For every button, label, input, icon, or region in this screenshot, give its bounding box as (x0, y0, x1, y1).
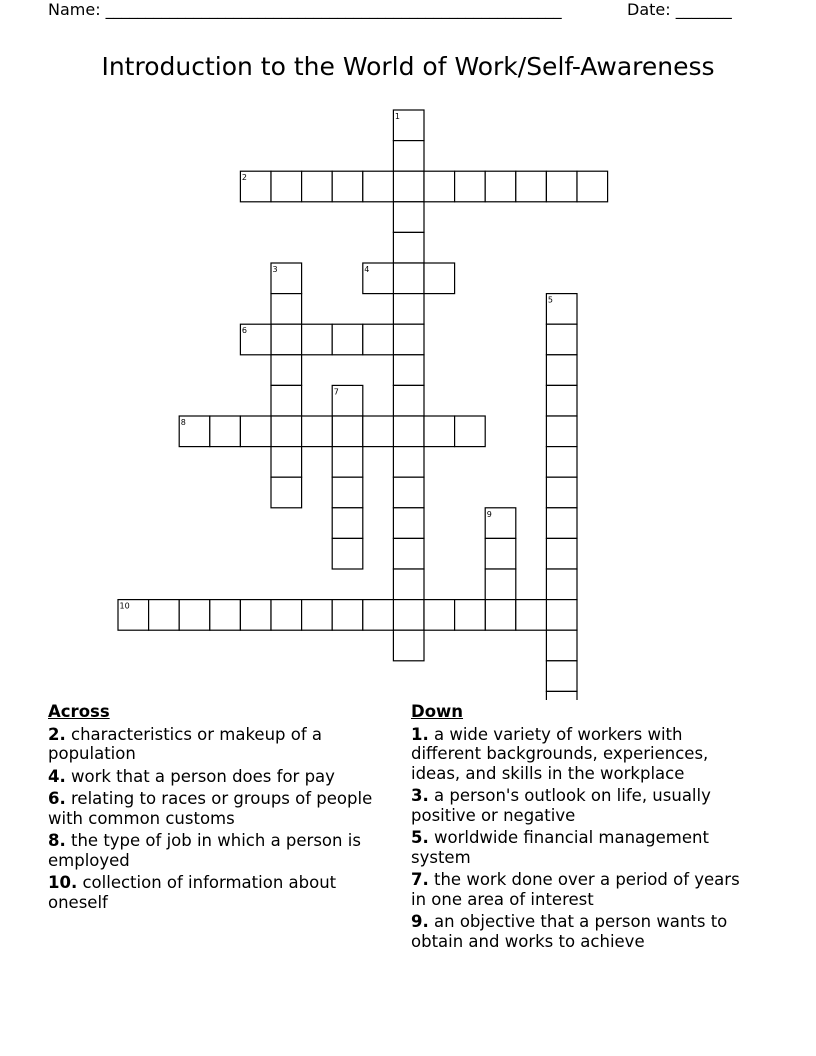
grid-cell[interactable] (424, 263, 455, 294)
grid-cell[interactable] (393, 232, 424, 263)
grid-cell[interactable] (332, 447, 363, 478)
clue-text: relating to races or groups of people with common customs (48, 789, 373, 828)
clue-number: 6. (48, 789, 66, 808)
down-clue (411, 870, 751, 909)
grid-cell[interactable] (546, 538, 577, 569)
clue-number: 4. (48, 766, 66, 786)
grid-cell[interactable] (271, 355, 302, 386)
grid-cell[interactable] (546, 569, 577, 600)
grid-cell[interactable] (516, 600, 547, 631)
grid-cell[interactable] (210, 600, 241, 631)
across-clue (48, 789, 383, 828)
grid-cell[interactable] (546, 385, 577, 416)
grid-cell[interactable] (271, 600, 302, 631)
across-clue (48, 873, 383, 912)
grid-cell[interactable] (546, 477, 577, 508)
clue-text: characteristics or makeup of a population (48, 724, 323, 763)
clue-text: an objective that a person wants to obtain and works to achieve (411, 912, 728, 951)
grid-cell[interactable] (485, 569, 516, 600)
grid-cell[interactable] (271, 324, 302, 355)
grid-cell[interactable] (332, 508, 363, 539)
name-field[interactable]: Name: _________________________________________________________ (48, 0, 562, 19)
grid-cell[interactable] (393, 538, 424, 569)
grid-cell[interactable] (271, 477, 302, 508)
grid-cell[interactable] (485, 538, 516, 569)
grid-cell[interactable] (271, 447, 302, 478)
grid-cell[interactable] (393, 171, 424, 202)
down-clue (411, 725, 751, 784)
grid-cell[interactable] (332, 477, 363, 508)
clue-number-label: 9 (486, 509, 492, 519)
grid-cell[interactable] (240, 600, 271, 631)
clue-number-label: 8 (180, 418, 186, 427)
clue-text: collection of information about oneself (48, 873, 337, 912)
across-clue (48, 831, 383, 870)
grid-cell[interactable] (393, 385, 424, 416)
down-heading: Down (411, 702, 464, 721)
clue-number: 3. (411, 786, 429, 805)
date-field[interactable]: Date: _______ (627, 0, 732, 19)
grid-cell[interactable] (302, 324, 333, 355)
grid-cell[interactable] (271, 294, 302, 325)
clue-text: a wide variety of workers with different backgrounds, experiences, ideas, and skills in the workplace (411, 724, 709, 783)
grid-cell[interactable] (393, 416, 424, 447)
clue-number-label: 10 (119, 601, 130, 611)
page-title: Introduction to the World of Work/Self-Awareness (101, 52, 715, 81)
grid-cell[interactable] (210, 416, 241, 447)
clue-number: 8. (48, 831, 66, 850)
clue-number-label: 3 (272, 265, 278, 274)
clue-number-label: 1 (394, 112, 400, 121)
grid-cell[interactable] (393, 569, 424, 600)
across-clue (48, 725, 383, 764)
grid-cell[interactable] (546, 508, 577, 539)
across-clue (48, 767, 383, 787)
grid-cell[interactable] (455, 416, 486, 447)
grid-cell[interactable] (516, 171, 547, 202)
grid-cell[interactable] (424, 171, 455, 202)
grid-cell[interactable] (179, 600, 210, 631)
grid-cell[interactable] (546, 416, 577, 447)
clue-number-label: 4 (364, 265, 370, 274)
grid-cell[interactable] (546, 600, 577, 631)
grid-cell[interactable] (271, 385, 302, 416)
grid-cell[interactable] (393, 630, 424, 661)
down-clue (411, 828, 751, 867)
grid-cell[interactable] (546, 661, 577, 692)
grid-cell[interactable] (393, 202, 424, 233)
clue-number: 2. (48, 724, 66, 744)
grid-cell[interactable] (546, 630, 577, 661)
grid-cell[interactable] (393, 477, 424, 508)
down-clue (411, 912, 751, 951)
grid-cell[interactable] (363, 171, 394, 202)
grid-cell[interactable] (332, 171, 363, 202)
down-clues (411, 702, 751, 954)
grid-cell[interactable] (302, 416, 333, 447)
grid-cell[interactable] (485, 171, 516, 202)
clue-number: 1. (411, 724, 429, 744)
grid-cell[interactable] (455, 600, 486, 631)
grid-cell[interactable] (302, 171, 333, 202)
grid-cell[interactable] (363, 324, 394, 355)
grid-cell[interactable] (332, 416, 363, 447)
clue-number: 5. (411, 828, 429, 847)
grid-cell[interactable] (393, 141, 424, 172)
grid-cell[interactable] (455, 171, 486, 202)
clue-text: a person's outlook on life, usually positive or negative (411, 786, 711, 825)
across-heading: Across (48, 702, 110, 721)
grid-cell[interactable] (546, 447, 577, 478)
clue-number: 7. (411, 870, 429, 889)
grid-cell[interactable] (393, 447, 424, 478)
clue-number-label: 6 (241, 326, 247, 336)
clue-number-label: 2 (241, 173, 247, 183)
down-clue (411, 786, 751, 825)
grid-cell[interactable] (363, 600, 394, 631)
grid-cell[interactable] (240, 416, 271, 447)
grid-cell[interactable] (546, 171, 577, 202)
grid-cell[interactable] (424, 600, 455, 631)
grid-cell[interactable] (393, 355, 424, 386)
grid-cell[interactable] (424, 416, 455, 447)
grid-cell[interactable] (393, 294, 424, 325)
clue-text: the type of job in which a person is employed (48, 831, 361, 870)
grid-cell[interactable] (271, 416, 302, 447)
clue-number-label: 5 (547, 295, 553, 305)
grid-cell[interactable] (393, 600, 424, 631)
grid-cell[interactable] (332, 538, 363, 569)
grid-cell[interactable] (393, 508, 424, 539)
clue-text: worldwide financial management system (411, 828, 709, 867)
grid-cell[interactable] (577, 171, 608, 202)
grid-cell[interactable] (332, 324, 363, 355)
grid-cell[interactable] (271, 171, 302, 202)
grid-cell[interactable] (149, 600, 180, 631)
grid-cell[interactable] (485, 600, 516, 631)
grid-cell[interactable] (332, 600, 363, 631)
clue-number-label: 7 (333, 387, 339, 397)
clue-number: 9. (411, 912, 429, 931)
clue-text: the work done over a period of years in one area of interest (411, 870, 740, 909)
grid-cell[interactable] (546, 355, 577, 386)
grid-cell[interactable] (546, 324, 577, 355)
grid-cell[interactable] (363, 416, 394, 447)
clue-text: work that a person does for pay (71, 766, 335, 786)
across-clues (48, 702, 383, 915)
grid-cell[interactable] (393, 324, 424, 355)
grid-cell[interactable] (302, 600, 333, 631)
grid-cell[interactable] (393, 263, 424, 294)
clue-number: 10. (48, 873, 78, 892)
grid-cell[interactable] (546, 691, 577, 700)
